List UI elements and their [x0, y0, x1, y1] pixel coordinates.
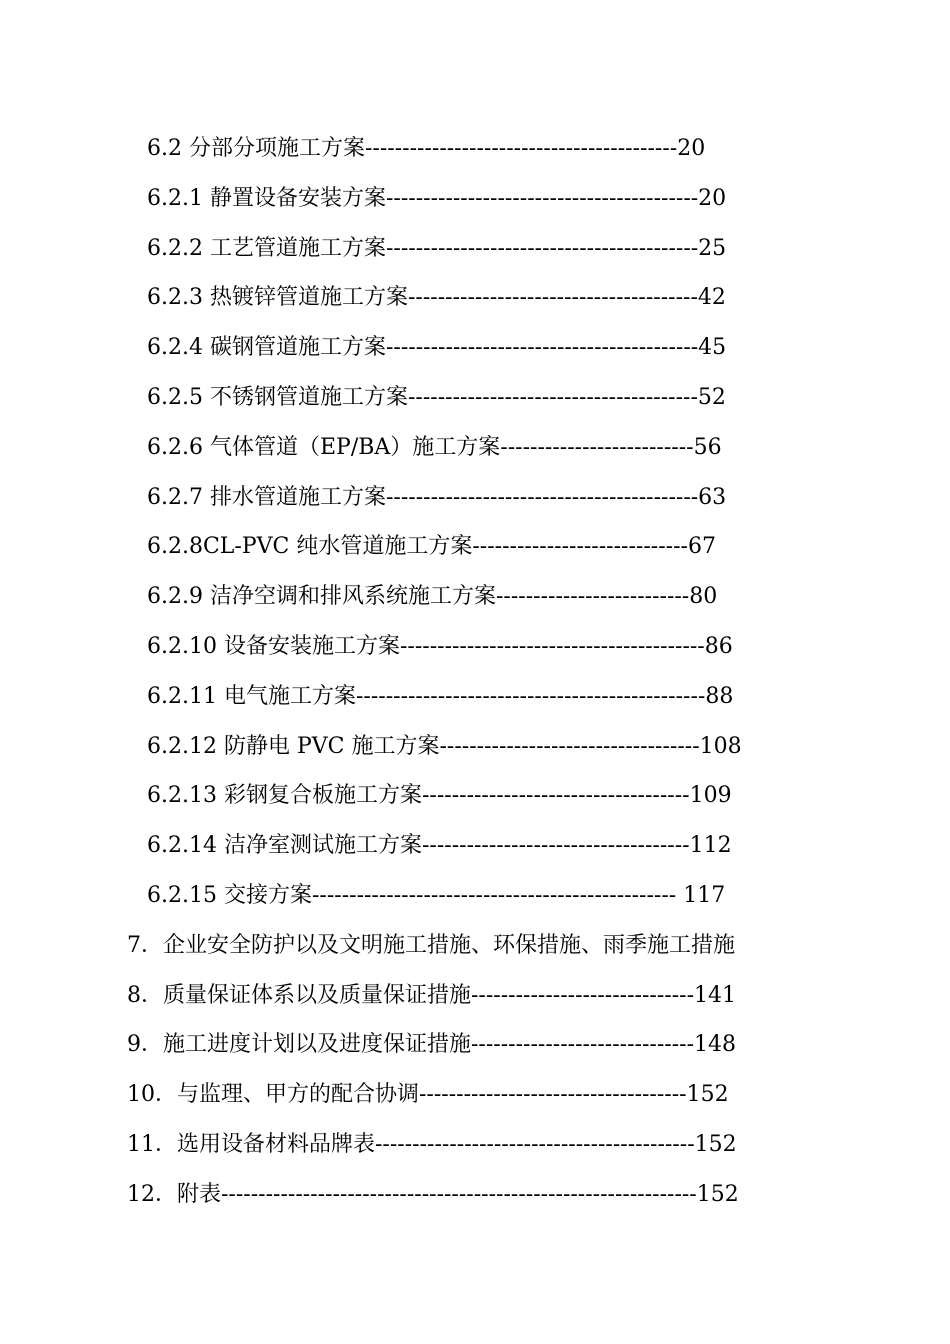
toc-entry: 6.2.7 排水管道施工方案------------------------------------------63: [147, 484, 727, 510]
toc-entry: 6.2.15 交接方案------------------------------------------------- 117: [147, 882, 726, 908]
toc-entry: 6.2.9 洁净空调和排风系统施工方案--------------------------80: [147, 584, 718, 610]
toc-entry: 6.2.2 工艺管道施工方案------------------------------------------25: [147, 235, 727, 261]
toc-entry: 6.2 分部分项施工方案------------------------------------------20: [147, 136, 706, 161]
toc-entry: 6.2.14 洁净室测试施工方案------------------------------------112: [147, 833, 732, 859]
toc-entry: 6.2.4 碳钢管道施工方案------------------------------------------45: [147, 335, 727, 361]
toc-entry: 8．质量保证体系以及质量保证措施------------------------------141: [127, 982, 736, 1008]
toc-entry: 6.2.1 静置设备安装方案------------------------------------------20: [147, 185, 727, 211]
toc-entry: 6.2.10 设备安装施工方案-----------------------------------------86: [147, 633, 733, 659]
toc-entry: 10．与监理、甲方的配合协调------------------------------------152: [127, 1082, 729, 1108]
toc-entry: 6.2.12 防静电 PVC 施工方案-----------------------------------108: [147, 733, 742, 759]
toc-entry: 6.2.5 不锈钢管道施工方案---------------------------------------52: [147, 384, 726, 410]
toc-entry: 6.2.13 彩钢复合板施工方案------------------------------------109: [147, 783, 732, 809]
toc-entry: 12．附表----------------------------------------------------------------152: [127, 1181, 739, 1207]
toc-entry: 6.2.6 气体管道（EP/BA）施工方案--------------------------56: [147, 434, 722, 460]
toc-entry: 7．企业安全防护以及文明施工措施、环保措施、雨季施工措施: [127, 932, 735, 958]
toc-entry: 9．施工进度计划以及进度保证措施------------------------------148: [127, 1032, 736, 1058]
toc-entry: 11．选用设备材料品牌表-------------------------------------------152: [127, 1131, 737, 1157]
table-of-contents: [0, 124, 950, 1220]
toc-entry: 6.2.3 热镀锌管道施工方案---------------------------------------42: [147, 285, 726, 311]
toc-entry: 6.2.11 电气施工方案-----------------------------------------------88: [147, 683, 734, 709]
toc-entry: 6.2.8CL-PVC 纯水管道施工方案-----------------------------67: [147, 534, 716, 560]
